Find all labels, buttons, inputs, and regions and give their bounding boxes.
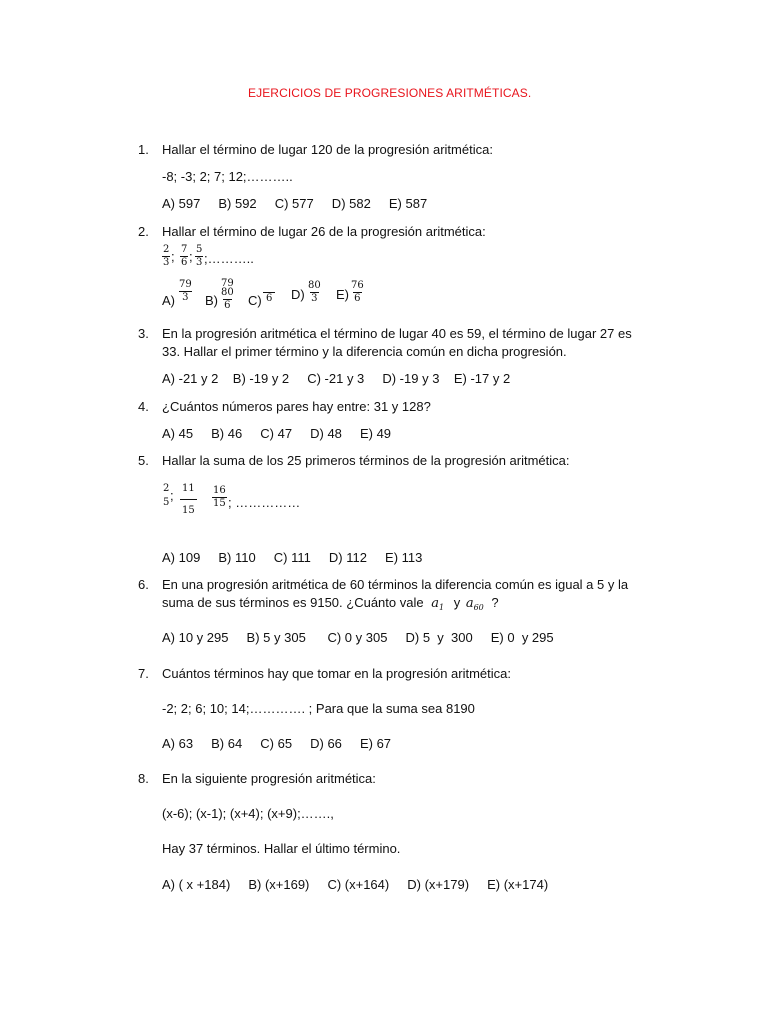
problem-3-number: 3.: [138, 326, 149, 341]
problem-6-question: suma de sus términos es 9150. ¿Cuánto vale: [162, 595, 424, 610]
separator: ;: [171, 249, 175, 264]
fraction: $\frac{11}{15}$: [182, 483, 195, 516]
and-word: y: [453, 595, 461, 610]
problem-8-number: 8.: [138, 771, 149, 786]
problem-6-text: En una progresión aritmética de 60 términos la diferencia común es igual a 5 y la: [162, 577, 629, 592]
problem-5-number: 5.: [138, 453, 149, 468]
problem-1-text: Hallar el término de lugar 120 de la progresión aritmética:: [162, 142, 493, 157]
a1-symbol: $a_1$: [431, 596, 445, 612]
option-a-fraction: $\frac{79}{3}$: [179, 279, 192, 303]
problem-4-options: A) 45 B) 46 C) 47 D) 48 E) 49: [162, 426, 392, 441]
option-e-label: E): [336, 287, 349, 302]
problem-4-text: ¿Cuántos números pares hay entre: 31 y 128?: [162, 399, 431, 414]
separator: ;: [189, 249, 193, 264]
option-d-fraction: $\frac{80}{3}$: [308, 280, 321, 304]
fraction: $\frac{16}{15}$: [213, 485, 226, 509]
page-title: EJERCICIOS DE PROGRESIONES ARITMÉTICAS.: [248, 86, 532, 100]
problem-1-options: A) 597 B) 592 C) 577 D) 582 E) 587: [162, 196, 428, 211]
option-c-label: C): [248, 293, 262, 308]
problem-7-number: 7.: [138, 666, 149, 681]
problem-7-options: A) 63 B) 64 C) 65 D) 66 E) 67: [162, 736, 392, 751]
option-b-label: B): [205, 293, 218, 308]
fraction: $\frac{5}{3}$: [196, 244, 203, 268]
option-b-fraction: $\frac{80}{6}$: [221, 287, 234, 311]
sequence-tail: ;………..: [204, 251, 254, 266]
fraction: $\frac{2}{3}$: [163, 244, 170, 268]
problem-8-sequence: (x-6); (x-1); (x+4); (x+9);…….,: [162, 806, 334, 821]
problem-3-options: A) -21 y 2 B) -19 y 2 C) -21 y 3 D) -19 y 3 E) -17 y 2: [162, 371, 511, 386]
problem-8-text: En la siguiente progresión aritmética:: [162, 771, 376, 786]
option-c-fraction: 6: [263, 292, 275, 305]
option-a-label: A): [162, 293, 175, 308]
option-d-label: D): [291, 287, 305, 302]
fraction: 2 5: [163, 483, 170, 508]
problem-3-text-line2: 33. Hallar el primer término y la diferencia común en dicha progresión.: [162, 344, 567, 359]
problem-1-sequence: -8; -3; 2; 7; 12;………..: [162, 169, 293, 184]
problem-6-text-line2: [162, 595, 499, 611]
a60-symbol: $a_{60}$: [465, 596, 484, 612]
fraction: $\frac{7}{6}$: [181, 244, 188, 268]
sequence-tail: ; ……………: [228, 495, 301, 510]
problem-2-text: Hallar el término de lugar 26 de la progresión aritmética:: [162, 224, 486, 239]
problem-7-text: Cuántos términos hay que tomar en la progresión aritmética:: [162, 666, 512, 681]
option-e-fraction: $\frac{76}{6}$: [351, 280, 364, 304]
separator: ;: [170, 488, 174, 503]
problem-5-text: Hallar la suma de los 25 primeros términos de la progresión aritmética:: [162, 453, 570, 468]
problem-3-text: En la progresión aritmética el término de lugar 40 es 59, el término de lugar 27 es: [162, 326, 632, 341]
option-b-top-number: 79: [221, 278, 234, 289]
problem-1-number: 1.: [138, 142, 149, 157]
problem-7-sequence: -2; 2; 6; 10; 14;…………. ; Para que la suma sea 8190: [162, 701, 475, 716]
problem-6-options: A) 10 y 295 B) 5 y 305 C) 0 y 305 D) 5 y 300 E) 0 y 295: [162, 630, 554, 645]
problem-5-options: A) 109 B) 110 C) 111 D) 112 E) 113: [162, 550, 423, 565]
problem-8-statement: Hay 37 términos. Hallar el último término.: [162, 841, 401, 856]
problem-6-number: 6.: [138, 577, 149, 592]
problem-4-number: 4.: [138, 399, 149, 414]
problem-2-number: 2.: [138, 224, 149, 239]
question-mark: ?: [491, 595, 499, 610]
problem-8-options: A) ( x +184) B) (x+169) C) (x+164) D) (x+179) E) (x+174): [162, 877, 549, 892]
